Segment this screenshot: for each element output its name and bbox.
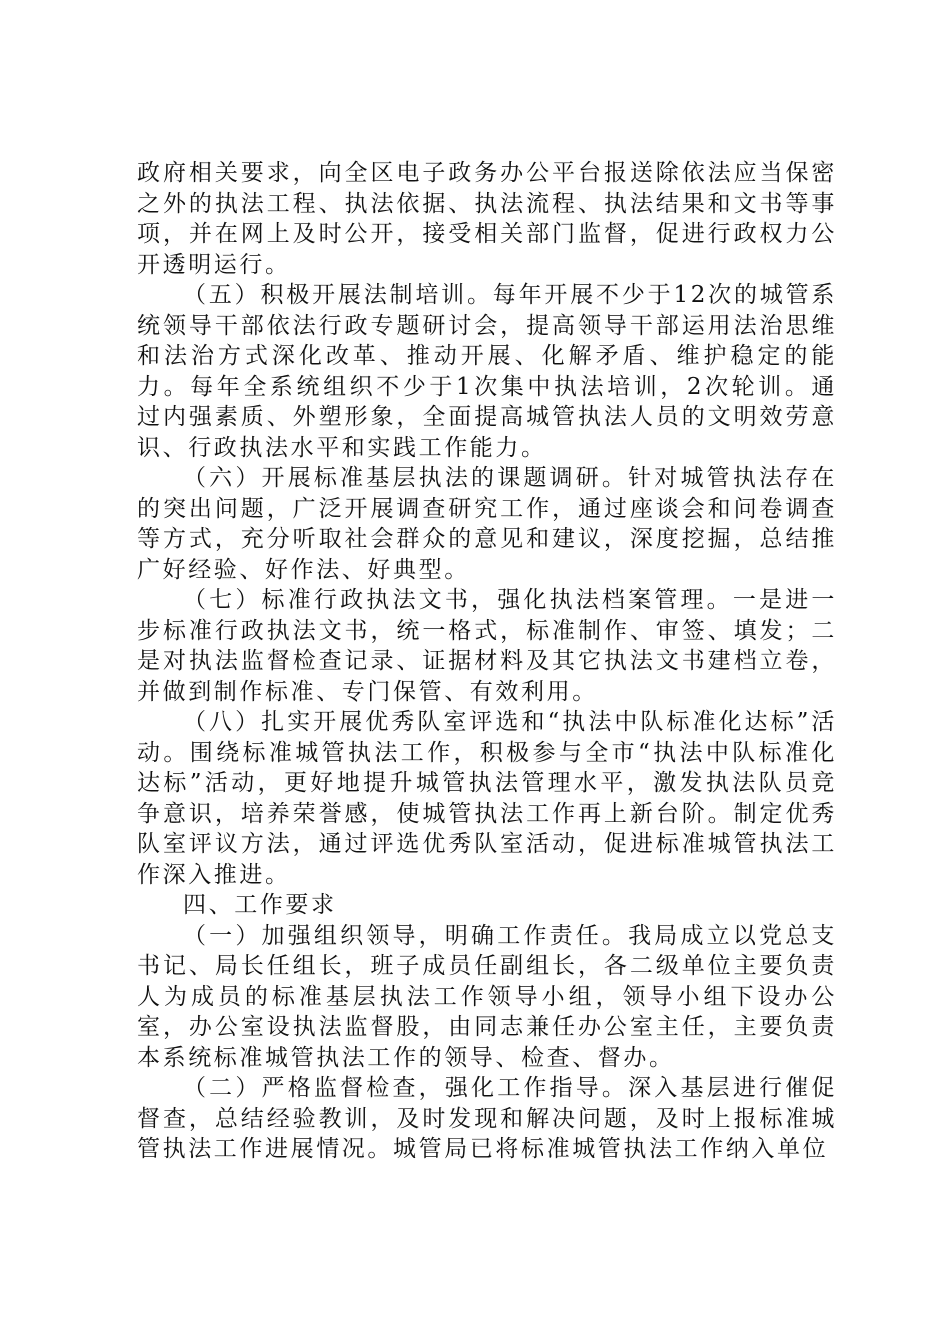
paragraph-4: （七）标准行政执法文书，强化执法档案管理。一是进一步标准行政执法文书，统一格式，标准制作、审签、填发；二是对执法监督检查记录、证据材料及其它执法文书建档立卷，并做到制作标准、专门保管、有效利用。 — [137, 587, 837, 705]
paragraph-3: （六）开展标准基层执法的课题调研。针对城管执法存在的突出问题，广泛开展调查研究工作，通过座谈会和问卷调查等方式，充分听取社会群众的意见和建议，深度挖掘，总结推广好经验、好作法、好典型。 — [137, 465, 837, 583]
section-heading: 四、工作要求 — [183, 892, 337, 918]
paragraph-5: （八）扎实开展优秀队室评选和“执法中队标准化达标”活动。围绕标准城管执法工作，积极参与全市“执法中队标准化达标”活动，更好地提升城管执法管理水平，激发执法队员竞争意识，培养荣誉感，使城管执法工作再上新台阶。制定优秀队室评议方法，通过评选优秀队室活动，促进标准城管执法工作深入推进。 — [137, 709, 837, 888]
document-body — [137, 158, 837, 1165]
paragraph-1: 政府相关要求，向全区电子政务办公平台报送除依法应当保密之外的执法工程、执法依据、执法流程、执法结果和文书等事项，并在网上及时公开，接受相关部门监督，促进行政权力公开透明运行。 — [137, 160, 837, 278]
paragraph-2: （五）积极开展法制培训。每年开展不少于12次的城管系统领导干部依法行政专题研讨会，提高领导干部运用法治思维和法治方式深化改革、推动开展、化解矛盾、维护稳定的能力。每年全系统组织不少于1次集中执法培训，2次轮训。通过内强素质、外塑形象，全面提高城管执法人员的文明效劳意识、行政执法水平和实践工作能力。 — [137, 282, 837, 461]
paragraph-6: （一）加强组织领导，明确工作责任。我局成立以党总支书记、局长任组长，班子成员任副组长，各二级单位主要负责人为成员的标准基层执法工作领导小组，领导小组下设办公室，办公室设执法监督股，由同志兼任办公室主任，主要负责本系统标准城管执法工作的领导、检查、督办。 — [137, 922, 837, 1071]
paragraph-7: （二）严格监督检查，强化工作指导。深入基层进行催促督查，总结经验教训，及时发现和解决问题，及时上报标准城管执法工作进展情况。城管局已将标准城管执法工作纳入单位 — [137, 1075, 837, 1162]
